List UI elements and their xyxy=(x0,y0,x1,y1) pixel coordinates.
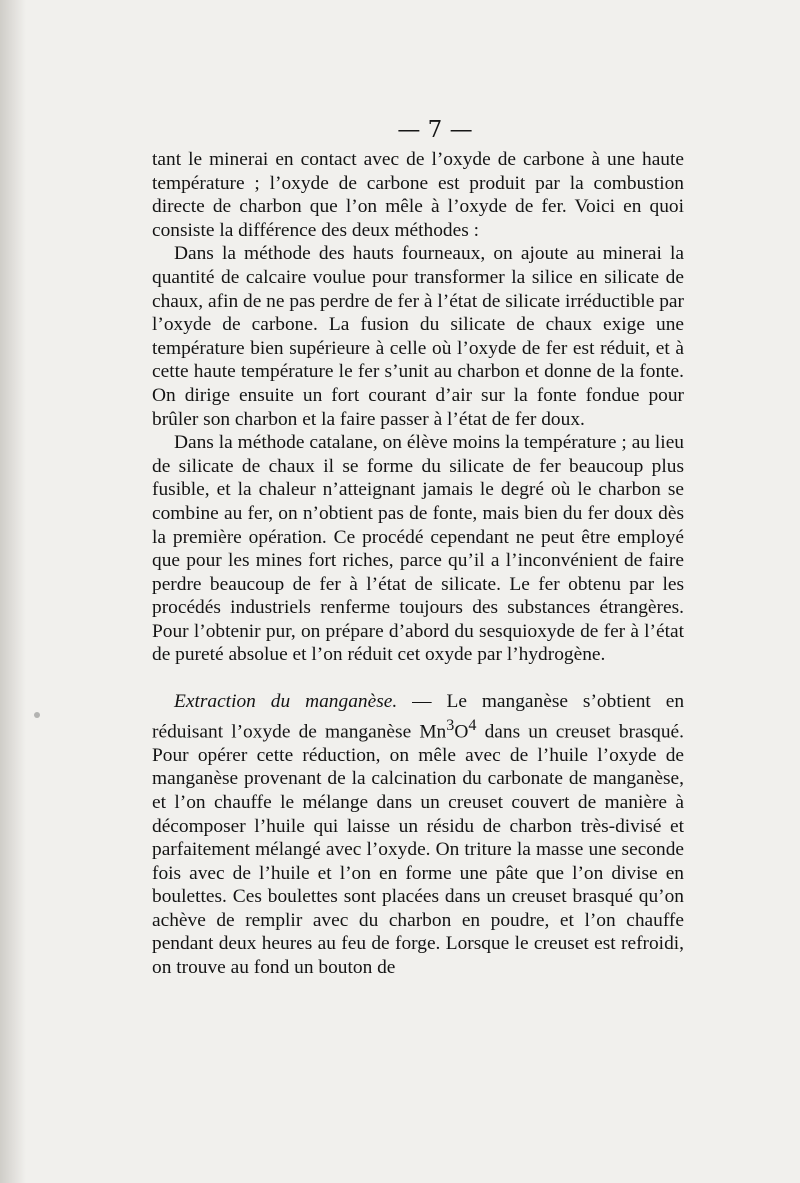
body-text xyxy=(152,148,684,980)
paragraph-continuation: tant le minerai en contact avec de l’oxyde de carbone à une haute température ; l’oxyde de carbone est produit par la combustion directe de charbon que l’on mêle à l’oxyde de fer. Voici en quoi consiste la différence des deux méthodes : xyxy=(152,149,684,241)
binding-shadow xyxy=(0,0,26,1183)
paragraph-catalan-method: Dans la méthode catalane, on élève moins la température ; au lieu de silicate de chaux il se forme du silicate de fer beaucoup plus fusible, et la chaleur n’atteignant jamais le degré où le charbon se combine au fer, on n’obtient pas de fonte, mais bien du fer doux dès la première opération. Ce procédé cependant ne peut être employé que pour les mines fort riches, parce qu’il a l’inconvénient de faire perdre beaucoup de fer à l’état de silicate. Le fer obtenu par les procédés industriels renferme toujours des substances étrangères. Pour l’obtenir pur, on prépare d’abord du sesquioxyde de fer à l’état de pureté absolue et l’on réduit cet oxyde par l’hydrogène. xyxy=(152,432,684,666)
formula-subscript-4: 4 xyxy=(468,716,477,734)
paragraph-blast-furnace-method: Dans la méthode des hauts fourneaux, on ajoute au minerai la quantité de calcaire voulue pour transformer la silice en silicate de chaux, afin de ne pas perdre de fer à l’état de silicate irréductible par l’oxyde de carbone. La fusion du silicate de chaux exige une température bien supérieure à celle où l’oxyde de fer est réduit, et à cette haute température le fer s’unit au charbon et donne de la fonte. On dirige ensuite un fort courant d’air sur la fonte fondue pour brûler son charbon et la faire passer à l’état de fer doux. xyxy=(152,243,684,430)
manganese-text-end: dans un creuset brasqué. Pour opérer cette réduction, on mêle avec de l’huile l’oxyde de manganèse provenant de la calcination du carbonate de manganèse, et l’on chauffe le mélange dans un creuset couvert de manière à décomposer l’huile qui laisse un résidu de charbon très-divisé et parfaitement mélangé avec l’oxyde. On triture la masse une seconde fois avec de l’huile et l’on en forme une pâte que l’on divise en boulettes. Ces boulettes sont placées dans un creuset brasqué qu’on achève de remplir avec du charbon en poudre, et l’on chauffe pendant deux heures au feu de forge. Lorsque le creuset est refroidi, on trouve au fond un bouton de xyxy=(152,721,684,979)
paragraph-manganese-extraction xyxy=(152,690,684,980)
manganese-text-start: Le manganèse s’obtient en réduisant l’oxyde de manganèse Mn xyxy=(152,691,685,743)
section-title: Extraction du manganèse. xyxy=(174,691,398,713)
page-number: — 7 — xyxy=(397,117,473,143)
formula-oxygen: O xyxy=(454,721,469,743)
section-dash: — xyxy=(397,691,447,713)
formula-subscript-3: 3 xyxy=(446,716,455,734)
ink-smudge xyxy=(34,712,40,718)
